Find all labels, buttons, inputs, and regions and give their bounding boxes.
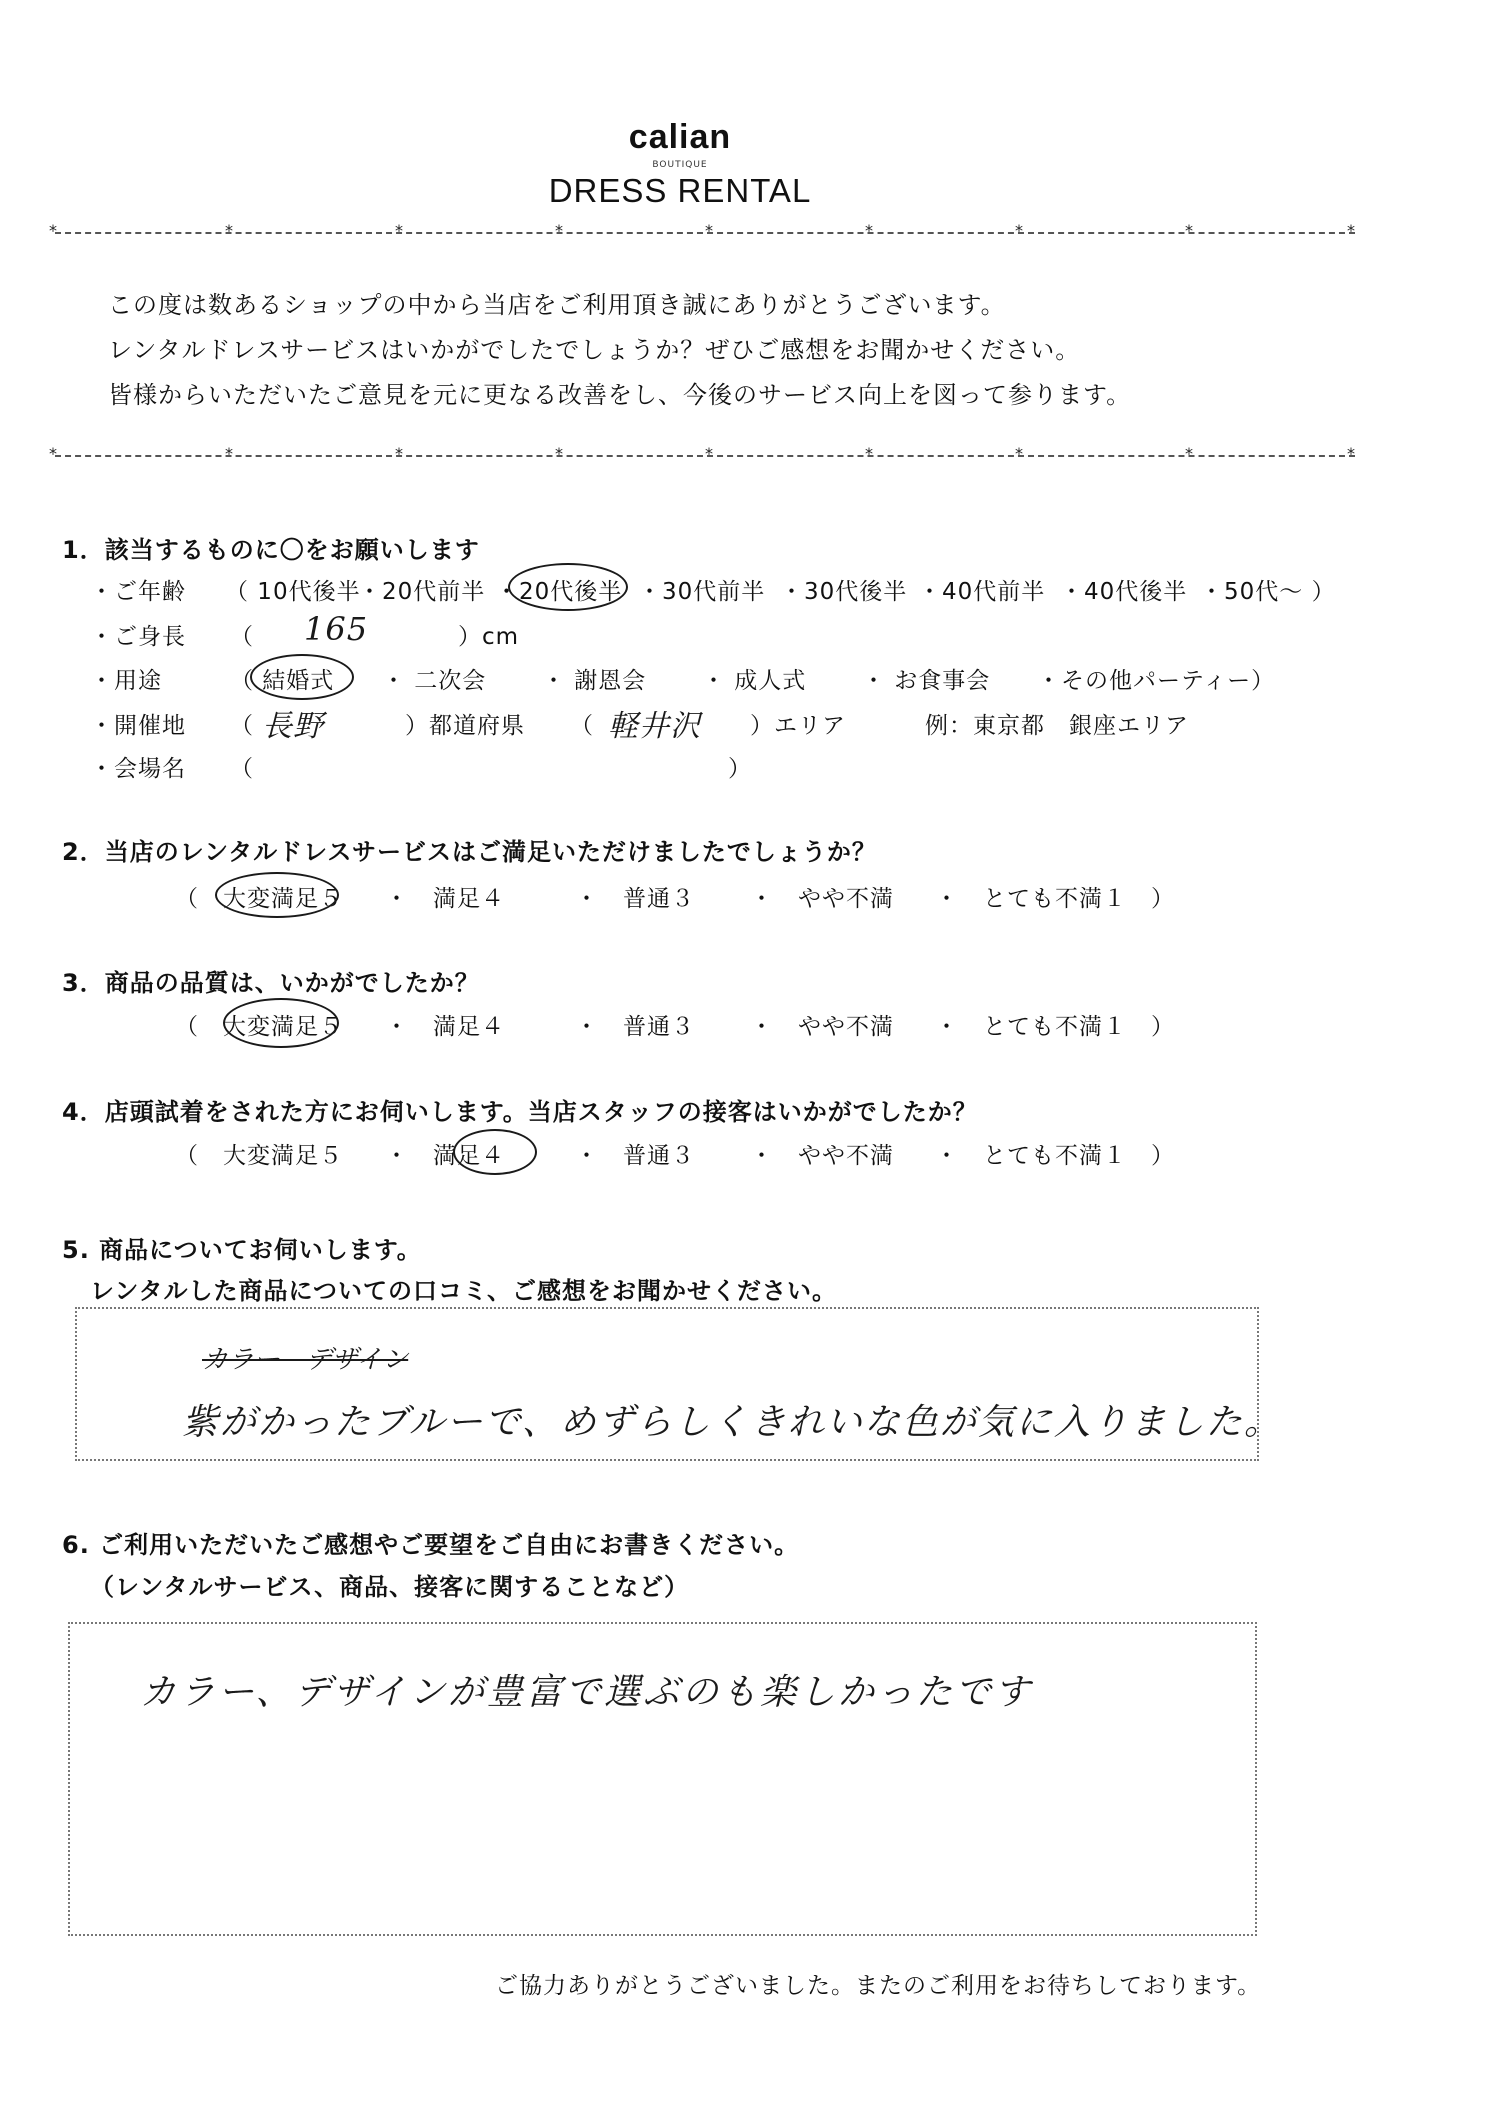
selection-circle: [508, 563, 628, 611]
area-suffix: ）エリア: [750, 713, 846, 739]
age-option[interactable]: ・30代後半: [780, 579, 908, 605]
thanks-message: ご協力ありがとうございました。またのご利用をお待ちしております。: [495, 1973, 1262, 1999]
q4-title: 4．店頭試着をされた方にお伺いします。当店スタッフの接客はいかがでしたか？: [62, 1098, 978, 1126]
q5-answer-box[interactable]: [75, 1307, 1282, 1461]
paren-open: （: [230, 756, 254, 782]
rating-option[interactable]: ・ とても不満１ ）: [935, 1014, 1175, 1040]
purpose-option[interactable]: ・ 謝恩会: [542, 668, 647, 694]
q6-title: 6. ご利用いただいたご感想やご要望をご自由にお書きください。: [62, 1531, 800, 1559]
selection-circle: [215, 872, 339, 918]
intro-line-2: レンタルドレスサービスはいかがでしたでしょうか？ぜひご感想をお聞かせください。: [108, 336, 1081, 364]
prefecture-suffix: ）都道府県: [405, 713, 525, 739]
selection-circle: [453, 1129, 537, 1175]
q2-title: 2．当店のレンタルドレスサービスはご満足いただけましたでしょうか？: [62, 838, 877, 866]
divider-bottom: * * * * * * * * *: [49, 444, 1355, 463]
prefecture-value[interactable]: 長野: [262, 709, 324, 744]
divider-top: * * * * * * * * *: [49, 221, 1355, 240]
rating-option[interactable]: ・ とても不満１ ）: [935, 1143, 1175, 1169]
rating-option[interactable]: （ 大変満足５: [175, 886, 343, 912]
rating-option[interactable]: ・ 満足４: [385, 886, 505, 912]
brand-logo: calian: [628, 118, 732, 156]
age-option[interactable]: ・20代後半: [495, 579, 623, 605]
age-option[interactable]: ・40代前半: [918, 579, 1046, 605]
age-option[interactable]: ・40代後半: [1060, 579, 1188, 605]
height-label: ・ご身長: [90, 624, 186, 650]
intro-line-1: この度は数あるショップの中から当店をご利用頂き誠にありがとうございます。: [108, 291, 1006, 319]
q4-options: [175, 1137, 1275, 1167]
rating-option[interactable]: ・ 満足４: [385, 1143, 505, 1169]
paren-open: （: [230, 624, 254, 650]
rating-option[interactable]: （ 大変満足５: [175, 1143, 343, 1169]
age-option[interactable]: （ 10代後半: [225, 579, 361, 605]
venue-name-label: ・会場名: [90, 756, 186, 782]
q3-options: [175, 1008, 1275, 1038]
rating-option[interactable]: ・ とても不満１ ）: [935, 886, 1175, 912]
paren-open: （: [230, 713, 254, 739]
area-value[interactable]: 軽井沢: [608, 709, 701, 744]
area-example: 例：東京都 銀座エリア: [925, 713, 1189, 739]
rating-option[interactable]: ・ やや不満: [750, 1014, 894, 1040]
brand-sub: BOUTIQUE: [652, 160, 708, 170]
age-option[interactable]: ・20代前半: [358, 579, 486, 605]
q5-title: 5. 商品についてお伺いします。: [62, 1236, 422, 1264]
q5-subtitle: レンタルした商品についての口コミ、ご感想をお聞かせください。: [90, 1277, 837, 1305]
rating-option[interactable]: ・ 普通３: [575, 1014, 695, 1040]
age-row: [90, 573, 1340, 603]
height-unit: ）cm: [458, 624, 520, 650]
selection-circle: [250, 654, 354, 700]
q5-struck-text: カラー デザイン: [202, 1345, 409, 1375]
purpose-option[interactable]: ・その他パーティー）: [1037, 668, 1276, 694]
q6-answer-box[interactable]: [68, 1622, 1257, 1936]
page-title: DRESS RENTAL: [548, 172, 812, 209]
q6-answer-text: カラー、デザインが豊富で選ぶのも楽しかったです: [140, 1672, 1034, 1713]
height-row: [90, 610, 690, 650]
age-option[interactable]: ・50代～ ）: [1200, 579, 1336, 605]
q3-title: 3．商品の品質は、いかがでしたか？: [62, 969, 480, 997]
intro-line-3: 皆様からいただいたご意見を元に更なる改善をし、今後のサービス向上を図って参ります。: [108, 381, 1132, 409]
selection-circle: [223, 998, 339, 1048]
age-option[interactable]: ・30代前半: [638, 579, 766, 605]
purpose-option[interactable]: （ 結婚式: [230, 668, 335, 694]
rating-option[interactable]: ・ 普通３: [575, 886, 695, 912]
purpose-row: [90, 662, 1340, 692]
paren-open: （: [570, 713, 594, 739]
rating-option[interactable]: ・ やや不満: [750, 1143, 894, 1169]
purpose-option[interactable]: ・ 二次会: [382, 668, 487, 694]
rating-option[interactable]: ・ 普通３: [575, 1143, 695, 1169]
purpose-label: ・用途: [90, 668, 162, 694]
q6-subtitle: （レンタルサービス、商品、接客に関することなど）: [90, 1573, 690, 1601]
age-label: ・ご年齢: [90, 579, 186, 605]
venue-area-row: [90, 707, 1340, 744]
paren-close: ）: [728, 756, 752, 782]
purpose-option[interactable]: ・ お食事会: [862, 668, 991, 694]
venue-area-label: ・開催地: [90, 713, 186, 739]
venue-name-row: [90, 750, 790, 780]
rating-option[interactable]: ・ やや不満: [750, 886, 894, 912]
q1-title: 1．該当するものに〇をお願いします: [62, 536, 480, 564]
q5-answer-text: 紫がかったブルーで、めずらしくきれいな色が気に入りました。: [182, 1402, 1282, 1443]
rating-option[interactable]: ・ 満足４: [385, 1014, 505, 1040]
q2-options: [175, 880, 1275, 910]
rating-option[interactable]: （ 大変満足５: [175, 1014, 343, 1040]
purpose-option[interactable]: ・ 成人式: [702, 668, 807, 694]
height-value[interactable]: 165: [304, 610, 369, 648]
